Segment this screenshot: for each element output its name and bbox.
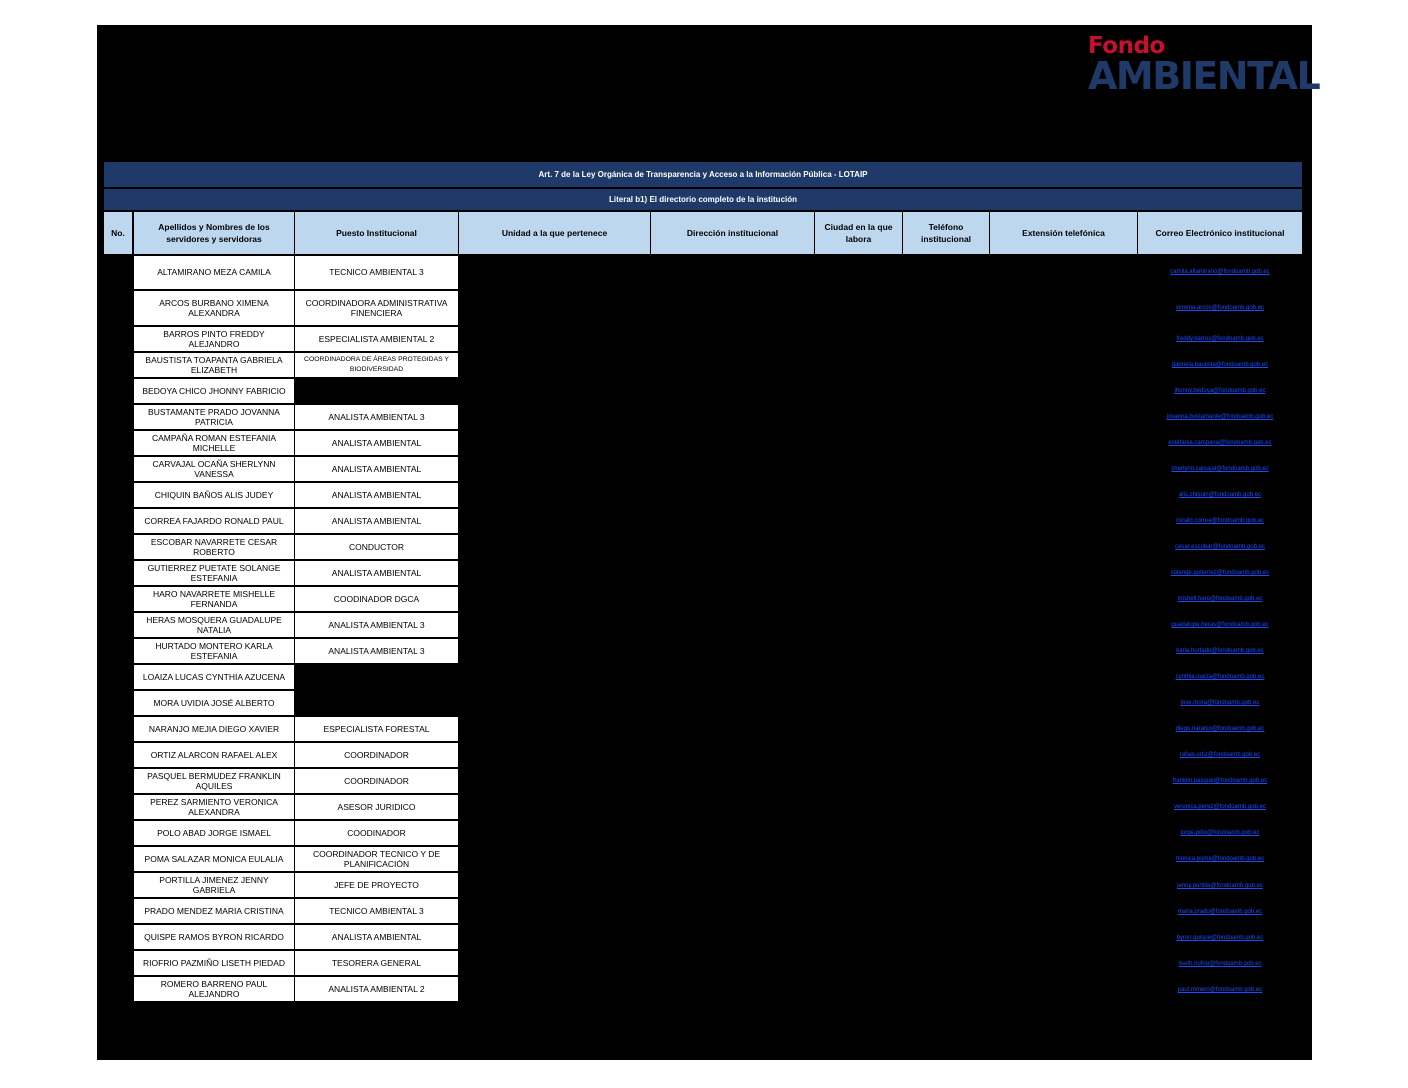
email-link[interactable]: freddy.barros@fondoamb.gob.ec [1176, 336, 1264, 342]
servant-name-cell: POLO ABAD JORGE ISMAEL [134, 821, 294, 845]
servant-name-cell: QUISPE RAMOS BYRON RICARDO [134, 925, 294, 949]
email-link[interactable]: cesar.escobar@fondoamb.gob.ec [1175, 544, 1265, 550]
position-cell: ANALISTA AMBIENTAL 3 [295, 639, 458, 663]
servant-name-cell: CARVAJAL OCAÑA SHERLYNN VANESSA [134, 457, 294, 481]
servant-name-cell: PEREZ SARMIENTO VERONICA ALEXANDRA [134, 795, 294, 819]
email-link[interactable]: estefania.campana@fondoamb.gob.ec [1168, 440, 1272, 446]
position-cell: ASESOR JURIDICO [295, 795, 458, 819]
email-link[interactable]: guadalupe.heras@fondoamb.gob.ec [1171, 622, 1269, 628]
servant-name-cell: GUTIERREZ PUETATE SOLANGE ESTEFANIA [134, 561, 294, 585]
servant-name-cell: POMA SALAZAR MONICA EULALIA [134, 847, 294, 871]
position-cell: COORDINADOR TECNICO Y DE PLANIFICACIÓN [295, 847, 458, 871]
logo-line-1: Fondo [1088, 33, 1165, 59]
servant-name-cell: CHIQUIN BAÑOS ALIS JUDEY [134, 483, 294, 507]
email-link[interactable]: maria.prado@fondoamb.gob.ec [1177, 909, 1263, 915]
position-cell: ESPECIALISTA AMBIENTAL 2 [295, 327, 458, 351]
logo-line-2: AMBIENTAL [1088, 54, 1320, 98]
position-cell: COODINADOR [295, 821, 458, 845]
servant-name-cell: PASQUEL BERMUDEZ FRANKLIN AQUILES [134, 769, 294, 793]
servant-name-cell: BARROS PINTO FREDDY ALEJANDRO [134, 327, 294, 351]
position-cell: TECNICO AMBIENTAL 3 [295, 899, 458, 923]
servant-name-cell: ALTAMIRANO MEZA CAMILA [134, 256, 294, 289]
table-title: Art. 7 de la Ley Orgánica de Transparencia y Acceso a la Información Pública - LOTAIP [104, 162, 1302, 187]
servant-name-cell: LOAIZA LUCAS CYNTHIA AZUCENA [134, 665, 294, 689]
servant-name-cell: ARCOS BURBANO XIMENA ALEXANDRA [134, 291, 294, 325]
position-cell: COORDINADOR [295, 743, 458, 767]
email-link[interactable]: mishell.haro@fondoamb.gob.ec [1177, 596, 1263, 602]
position-cell: COODINADOR DGCA [295, 587, 458, 611]
position-cell: TECNICO AMBIENTAL 3 [295, 256, 458, 289]
servant-name-cell: HARO NAVARRETE MISHELLE FERNANDA [134, 587, 294, 611]
position-cell: ANALISTA AMBIENTAL 3 [295, 613, 458, 637]
position-cell: ANALISTA AMBIENTAL [295, 561, 458, 585]
header-no: No. [104, 212, 133, 254]
position-cell: ANALISTA AMBIENTAL [295, 509, 458, 533]
servant-name-cell: NARANJO MEJIA DIEGO XAVIER [134, 717, 294, 741]
servant-name-cell: MORA UVIDIA JOSÉ ALBERTO [134, 691, 294, 715]
header-address: Dirección institucional [651, 212, 815, 254]
servant-name-cell: PORTILLA JIMENEZ JENNY GABRIELA [134, 873, 294, 897]
position-cell: JEFE DE PROYECTO [295, 873, 458, 897]
email-link[interactable]: jorge.polo@fondoamb.gob.ec [1180, 830, 1260, 836]
position-cell: COORDINADORA ADMINISTRATIVA FINENCIERA [295, 291, 458, 325]
email-link[interactable]: alis.chiquin@fondoamb.gob.ec [1178, 492, 1262, 498]
position-cell: ANALISTA AMBIENTAL 3 [295, 405, 458, 429]
position-cell: ANALISTA AMBIENTAL 2 [295, 977, 458, 1001]
fondo-ambiental-logo [1088, 33, 1320, 99]
email-link[interactable]: gabriela.bautista@fondoamb.gob.ec [1171, 362, 1269, 368]
servant-name-cell: HURTADO MONTERO KARLA ESTEFANIA [134, 639, 294, 663]
header-extension: Extensión telefónica [990, 212, 1138, 254]
email-link[interactable]: jovanna.bustamante@fondoamb.gob.ec [1166, 414, 1274, 420]
email-link[interactable]: veronica.perez@fondoamb.gob.ec [1174, 804, 1266, 810]
table-header-row [104, 212, 1302, 254]
header-phone: Teléfono institucional [903, 212, 990, 254]
email-link[interactable]: diego.naranjo@fondoamb.gob.ec [1175, 726, 1265, 732]
email-link[interactable]: jhonny.bedoya@fondoamb.gob.ec [1174, 388, 1266, 394]
servant-name-cell: ORTIZ ALARCON RAFAEL ALEX [134, 743, 294, 767]
servant-name-cell: BAUSTISTA TOAPANTA GABRIELA ELIZABETH [134, 353, 294, 377]
email-link[interactable]: byron.quispe@fondoamb.gob.ec [1176, 935, 1264, 941]
email-link[interactable]: solange.gutierrez@fondoamb.gob.ec [1170, 570, 1270, 576]
position-cell: ANALISTA AMBIENTAL [295, 925, 458, 949]
position-cell: ESPECIALISTA FORESTAL [295, 717, 458, 741]
servant-name-cell: RIOFRIO PAZMIÑO LISETH PIEDAD [134, 951, 294, 975]
table-subtitle: Literal b1) El directorio completo de la institución [104, 189, 1302, 210]
email-link[interactable]: karla.hurtado@fondoamb.gob.ec [1176, 648, 1264, 654]
email-link[interactable]: cynthia.loaiza@fondoamb.gob.ec [1175, 674, 1265, 680]
position-cell: COORDINADORA DE ÁREAS PROTEGIDAS Y BIODIVERSIDAD [295, 353, 458, 377]
servant-name-cell: CORREA FAJARDO RONALD PAUL [134, 509, 294, 533]
servant-name-cell: ESCOBAR NAVARRETE CESAR ROBERTO [134, 535, 294, 559]
email-link[interactable]: ronald.correa@fondoamb.gob.ec [1176, 518, 1264, 524]
position-cell: CONDUCTOR [295, 535, 458, 559]
email-link[interactable]: jenny.portilla@fondoamb.gob.ec [1177, 883, 1263, 889]
servant-name-cell: ROMERO BARRENO PAUL ALEJANDRO [134, 977, 294, 1001]
email-link[interactable]: liseth.riofrio@fondoamb.gob.ec [1178, 961, 1262, 967]
position-cell: TESORERA GENERAL [295, 951, 458, 975]
header-position: Puesto Institucional [295, 212, 459, 254]
position-cell: ANALISTA AMBIENTAL [295, 483, 458, 507]
header-name: Apellidos y Nombres de los servidores y servidoras [134, 212, 295, 254]
position-cell: COORDINADOR [295, 769, 458, 793]
position-cell: ANALISTA AMBIENTAL [295, 431, 458, 455]
position-cell: ANALISTA AMBIENTAL [295, 457, 458, 481]
header-city: Ciudad en la que labora [815, 212, 903, 254]
servant-name-cell: BUSTAMANTE PRADO JOVANNA PATRICIA [134, 405, 294, 429]
servant-name-cell: HERAS MOSQUERA GUADALUPE NATALIA [134, 613, 294, 637]
email-link[interactable]: monica.poma@fondoamb.gob.ec [1175, 856, 1265, 862]
servant-name-cell: CAMPAÑA ROMAN ESTEFANIA MICHELLE [134, 431, 294, 455]
header-unit: Unidad a la que pertenece [459, 212, 651, 254]
email-link[interactable]: jose.mora@fondoamb.gob.ec [1180, 700, 1260, 706]
email-link[interactable]: paul.romero@fondoamb.gob.ec [1177, 987, 1263, 993]
email-link[interactable]: rafael.ortiz@fondoamb.gob.ec [1179, 752, 1261, 758]
email-link[interactable]: sherlynn.carvajal@fondoamb.gob.ec [1171, 466, 1269, 472]
email-link[interactable]: franklin.pasquel@fondoamb.gob.ec [1172, 778, 1268, 784]
email-link[interactable]: camila.altamirano@fondoamb.gob.ec [1170, 269, 1270, 275]
servant-name-cell: BEDOYA CHICO JHONNY FABRICIO [134, 379, 294, 403]
header-email: Correo Electrónico institucional [1138, 212, 1302, 254]
email-link[interactable]: ximena.arcos@fondoamb.gob.ec [1175, 305, 1265, 311]
servant-name-cell: PRADO MENDEZ MARIA CRISTINA [134, 899, 294, 923]
